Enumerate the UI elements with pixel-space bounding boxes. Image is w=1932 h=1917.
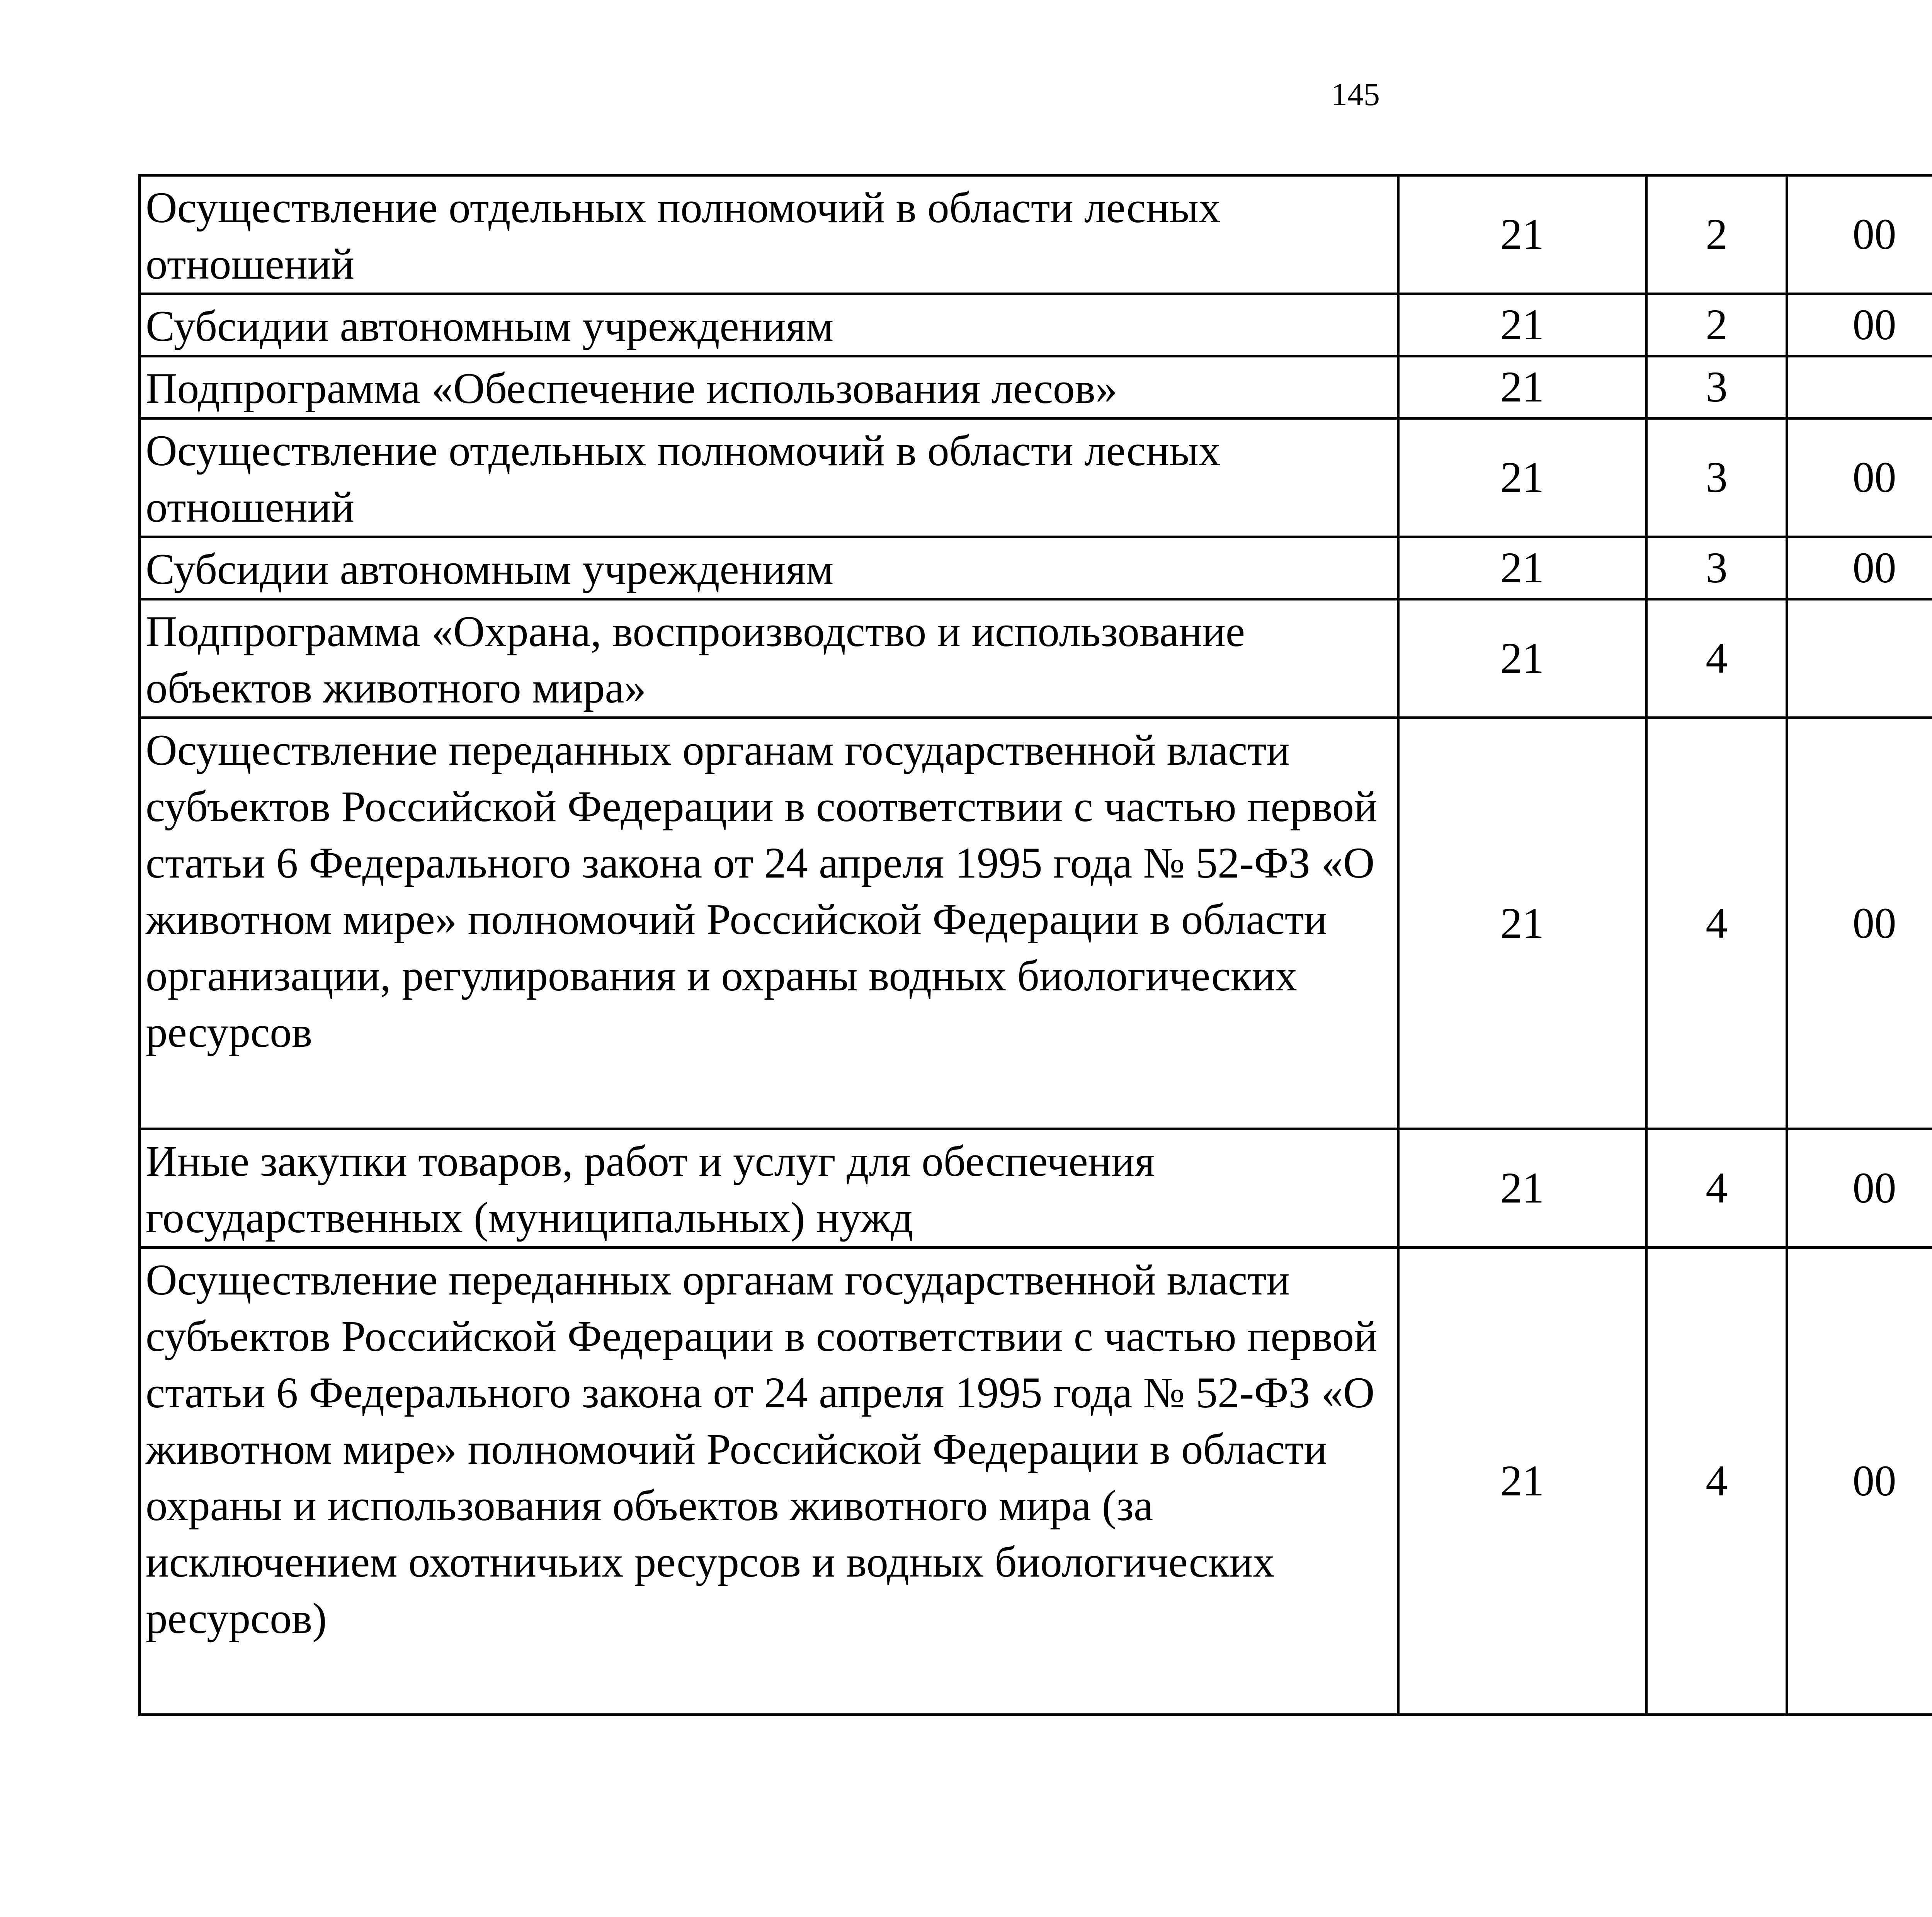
table-row	[140, 537, 1932, 599]
row-code-1: 21	[1398, 418, 1646, 537]
row-code-2: 2	[1646, 175, 1787, 294]
row-name: Подпрограмма «Охрана, воспроизводство и использование объектов животного мира»	[140, 599, 1398, 718]
row-name: Осуществление переданных органам государственной власти субъектов Российской Федерации в соответствии с частью первой статьи 6 Федерального закона от 24 апреля 1995 года № 52-ФЗ «О животном мире» полномочий Российской Федерации в области охраны и использования объектов животного мира (за исключением охотничьих ресурсов и водных биологических ресурсов)	[140, 1248, 1398, 1715]
row-code-2: 4	[1646, 1129, 1787, 1248]
table-row	[140, 1248, 1932, 1715]
row-code-3: 00	[1787, 175, 1932, 294]
row-code-3: 00	[1787, 718, 1932, 1129]
row-code-1: 21	[1398, 599, 1646, 718]
row-code-2: 2	[1646, 294, 1787, 356]
row-code-2: 3	[1646, 537, 1787, 599]
row-code-1: 21	[1398, 1248, 1646, 1715]
row-code-2: 4	[1646, 718, 1787, 1129]
table-row	[140, 175, 1932, 294]
row-name: Осуществление переданных органам государственной власти субъектов Российской Федерации в соответствии с частью первой статьи 6 Федерального закона от 24 апреля 1995 года № 52-ФЗ «О животном мире» полномочий Российской Федерации в области организации, регулирования и охраны водных биологических ресурсов	[140, 718, 1398, 1129]
row-name: Субсидии автономным учреждениям	[140, 294, 1398, 356]
row-code-3	[1787, 356, 1932, 418]
table-row	[140, 1129, 1932, 1248]
row-code-3: 00	[1787, 1248, 1932, 1715]
table-row	[140, 294, 1932, 356]
row-code-1: 21	[1398, 1129, 1646, 1248]
page-number: 145	[1331, 77, 1380, 112]
row-code-3: 00	[1787, 1129, 1932, 1248]
row-name: Подпрограмма «Обеспечение использования лесов»	[140, 356, 1398, 418]
row-code-1: 21	[1398, 718, 1646, 1129]
row-code-3: 00	[1787, 418, 1932, 537]
row-code-1: 21	[1398, 294, 1646, 356]
table-row	[140, 599, 1932, 718]
row-code-3: 00	[1787, 294, 1932, 356]
row-code-3	[1787, 599, 1932, 718]
row-code-3: 00	[1787, 537, 1932, 599]
row-code-2: 4	[1646, 1248, 1787, 1715]
row-code-1: 21	[1398, 175, 1646, 294]
row-code-1: 21	[1398, 537, 1646, 599]
row-name: Осуществление отдельных полномочий в области лесных отношений	[140, 418, 1398, 537]
row-code-2: 3	[1646, 356, 1787, 418]
row-name: Иные закупки товаров, работ и услуг для обеспечения государственных (муниципальных) нужд	[140, 1129, 1398, 1248]
budget-table	[138, 174, 1932, 1716]
row-name: Осуществление отдельных полномочий в области лесных отношений	[140, 175, 1398, 294]
row-name: Субсидии автономным учреждениям	[140, 537, 1398, 599]
table-row	[140, 718, 1932, 1129]
row-code-2: 3	[1646, 418, 1787, 537]
row-code-2: 4	[1646, 599, 1787, 718]
row-code-1: 21	[1398, 356, 1646, 418]
table-row	[140, 356, 1932, 418]
table-row	[140, 418, 1932, 537]
